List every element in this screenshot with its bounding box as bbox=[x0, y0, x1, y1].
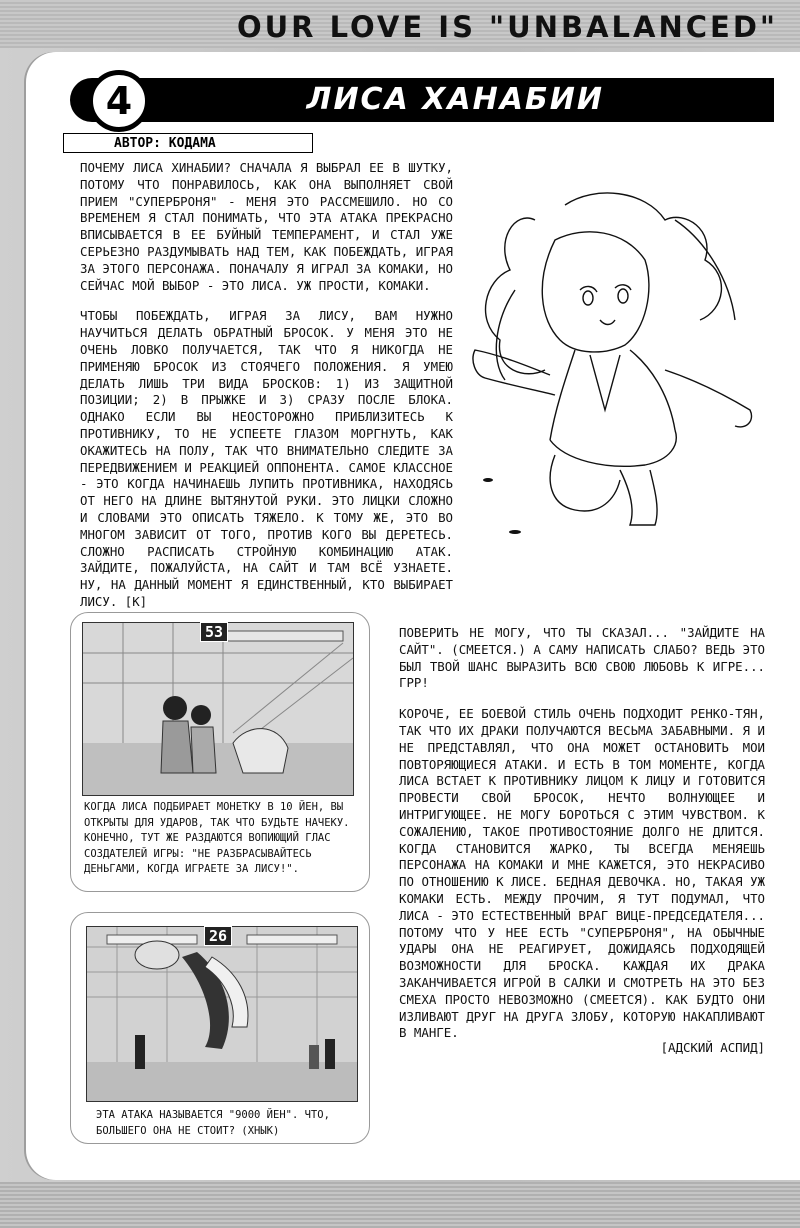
game-screenshot-1 bbox=[82, 622, 354, 796]
magazine-title: OUR LOVE IS "UNBALANCED" bbox=[236, 10, 778, 44]
game-scene-1 bbox=[83, 623, 353, 795]
screenshot-caption-2: ЭТА АТАКА НАЗЫВАЕТСЯ "9000 ЙЕН". ЧТО, БОЛЬШЕГО ОНА НЕ СТОИТ? (ХНЫК) bbox=[96, 1109, 330, 1137]
game-screenshot-2 bbox=[86, 926, 358, 1102]
chapter-title: ЛИСА ХАНАБИИ bbox=[306, 82, 604, 117]
intro-paragraph: ЧТОБЫ ПОБЕЖДАТЬ, ИГРАЯ ЗА ЛИСУ, ВАМ НУЖНО НАУЧИТЬСЯ ДЕЛАТЬ ОБРАТНЫЙ БРОСОК. У МЕНЯ ЭТО НЕ ОЧЕНЬ ЛОВКО ПОЛУЧАЕТСЯ, ТАК ЧТО Я НИКОГДА НЕ ПРИМЕНЯЮ БРОСОК ИЗ СТОЯЧЕГО ПОЛОЖЕНИЯ. Я УМЕЮ ДЕЛАТЬ ЛИШЬ ТРИ ВИДА БРОСКОВ: 1) ИЗ ЗАЩИТНОЙ ПОЗИЦИИ; 2) В ПРЫЖКЕ И 3) СРАЗУ ПОСЛЕ БЛОКА. ОДНАКО ЕСЛИ ВЫ НЕОСТОРОЖНО ПРИБЛИЗИТЕСЬ К ПРОТИВНИКУ, ТО НЕ УСПЕЕТЕ ГЛАЗОМ МОРГНУТЬ, КАК ОКАЖИТЕСЬ НА ПОЛУ, ТАК ЧТО ВНИМАТЕЛЬНО СЛЕДИТЕ ЗА ПЕРЕДВИЖЕНИЕМ И РЕАКЦИЕЙ ОППОНЕНТА. САМОЕ КЛАССНОЕ - ЭТО КОГДА НАЧИНАЕШЬ ЛУПИТЬ ПРОТИВНИКА, НАХОДЯСЬ ОТ НЕГО НА ДЛИНЕ ВЫТЯНУТОЙ РУКИ. ЭТО ЛИЦКИ СЛОЖНО И СЛОВАМИ ЭТО ОПИСАТЬ ТЯЖЕЛО. К ТОМУ ЖЕ, ЭТО ВО МНОГОМ ЗАВИСИТ ОТ ТОГО, ПРОТИВ КОГО ВЫ ДЕРЕТЕСЬ. СЛОЖНО РАСПИСАТЬ СТРОЙНУЮ КОМБИНАЦИЮ АТАК. ЗАЙДИТЕ, ПОЖАЛУЙСТА, НА САЙТ И ТАМ ВСЁ УЗНАЕТЕ. НУ, НА ДАННЫЙ МОМЕНТ Я ЕДИНСТВЕННЫЙ, КТО ВЫБИРАЕТ ЛИСУ. [К] bbox=[80, 308, 453, 609]
intro-text bbox=[80, 160, 453, 625]
round-timer-1: 53 bbox=[200, 622, 228, 642]
right-signature: [АДСКИЙ АСПИД] bbox=[660, 1040, 765, 1056]
character-illustration bbox=[455, 180, 775, 540]
screenshot-caption-1: КОГДА ЛИСА ПОДБИРАЕТ МОНЕТКУ В 10 ЙЕН, ВЫ ОТКРЫТЫ ДЛЯ УДАРОВ, ТАК ЧТО БУДЬТЕ НАЧЕКУ. КОНЕЧНО, ТУТ ЖЕ РАЗДАЮТСЯ ВОПИЮЩИЙ ГЛАС СОЗДАТЕЛЕЙ ИГРЫ: "НЕ РАЗБРАСЫВАЙТЕСЬ ДЕНЬГАМИ, КОГДА ИГРАЕТЕ ЗА ЛИСУ!". bbox=[84, 801, 350, 876]
round-timer-2: 26 bbox=[204, 926, 232, 946]
right-paragraph: КОРОЧЕ, ЕЕ БОЕВОЙ СТИЛЬ ОЧЕНЬ ПОДХОДИТ РЕНКО-ТЯН, ТАК ЧТО ИХ ДРАКИ ПОЛУЧАЮТСЯ ВЕСЬМА ЗАБАВНЫМИ. Я И НЕ ПРЕДСТАВЛЯЛ, ЧТО ОНА МОЖЕТ ОСТАНОВИТЬ МОИ ПОВТОРЯЮЩИЕСЯ АТАКИ. И ЕСТЬ В ТОМ МОМЕНТЕ, КОГДА ЛИСА ВСТАЕТ К ПРОТИВНИКУ ЛИЦОМ К ЛИЦУ И ГОТОВИТСЯ ПРОВЕСТИ СВОЙ БРОСОК, НЕЧТО ВОЛНУЮЩЕЕ И ИНТРИГУЮЩЕЕ. НЕ МОГУ БОРОТЬСЯ С ЭТИМ ЧУВСТВОМ. К СОЖАЛЕНИЮ, ТАКОЕ ПРОТИВОСТОЯНИЕ ДОЛГО НЕ ДЛИТСЯ. КОГДА СТАНОВИТСЯ ЖАРКО, ТЫ ВСЕГДА МЕНЯЕШЬ ПЕРСОНАЖА НА КОМАКИ И МНЕ КАЖЕТСЯ, ЭТО НЕКРАСИВО ПО ОТНОШЕНИЮ К ЛИСЕ. БЕДНАЯ ДЕВОЧКА. НО, ТАКАЯ УЖ КОМАКИ ЕСТЬ. МЕЖДУ ПРОЧИМ, Я ТУТ ПОДУМАЛ, ЧТО ЛИСА - ЭТО ЕСТЕСТВЕННЫЙ ВРАГ ВИЦЕ-ПРЕДСЕДАТЕЛЯ... ПОТОМУ ЧТО У НЕЕ ЕСТЬ "СУПЕРБРОНЯ", НА ОБЫЧНЫЕ УДАРЫ ОНА НЕ РЕАГИРУЕТ, ДОЖИДАЯСЬ ПОДХОДЯЩЕЙ ВОЗМОЖНОСТИ ДЛЯ БРОСКА. КАЖДАЯ ИХ ДРАКА ЗАКАНЧИВАЕТСЯ ИГРОЙ В САЛКИ И СМОТРЕТЬ НА ЭТО БЕЗ СМЕХА ПРОСТО НЕВОЗМОЖНО (СМЕЕТСЯ). КАК БУДТО ОНИ ИЗЛИВАЮТ ДРУГ НА ДРУГА ЗЛОБУ, КОТОРУЮ НАКАПЛИВАЮТ В МАНГЕ. bbox=[399, 706, 765, 1041]
bottom-banner bbox=[0, 1182, 800, 1228]
chapter-number: 4 bbox=[88, 70, 150, 132]
right-text bbox=[399, 625, 765, 1057]
intro-paragraph: ПОЧЕМУ ЛИСА ХИНАБИИ? СНАЧАЛА Я ВЫБРАЛ ЕЕ В ШУТКУ, ПОТОМУ ЧТО ПОНРАВИЛОСЬ, КАК ОНА ВЫПОЛНЯЕТ СВОЙ ПРИЕМ "СУПЕРБРОНЯ" - МЕНЯ ЭТО РАССМЕШИЛО. НО СО ВРЕМЕНЕМ Я СТАЛ ПОНИМАТЬ, ЧТО ЭТА АТАКА ПРЕКРАСНО ВПИСЫВАЕТСЯ В ЕЕ БУЙНЫЙ ТЕМПЕРАМЕНТ, И СТАЛ УЖЕ СЕРЬЕЗНО РАЗДУМЫВАТЬ НАД ТЕМ, КАК ПОБЕЖДАТЬ, ИГРАЯ ЗА ЭТОГО ПЕРСОНАЖА. ПОНАЧАЛУ Я ИГРАЛ ЗА КОМАКИ, НО СЕЙЧАС МОЙ ВЫБОР - ЭТО ЛИСА. УЖ ПРОСТИ, КОМАКИ. bbox=[80, 160, 453, 293]
right-paragraph: ПОВЕРИТЬ НЕ МОГУ, ЧТО ТЫ СКАЗАЛ... "ЗАЙДИТЕ НА САЙТ". (СМЕЕТСЯ.) А САМУ НАПИСАТЬ СЛАБО? ВЕДЬ ЭТО БЫЛ ТВОЙ ШАНС ВЫРАЗИТЬ ВСЮ СВОЮ ЛЮБОВЬ К ИГРЕ... ГРР! bbox=[399, 625, 765, 691]
game-scene-2 bbox=[87, 927, 357, 1101]
author-label: АВТОР: КОДАМА bbox=[63, 133, 313, 153]
top-banner bbox=[0, 0, 800, 48]
